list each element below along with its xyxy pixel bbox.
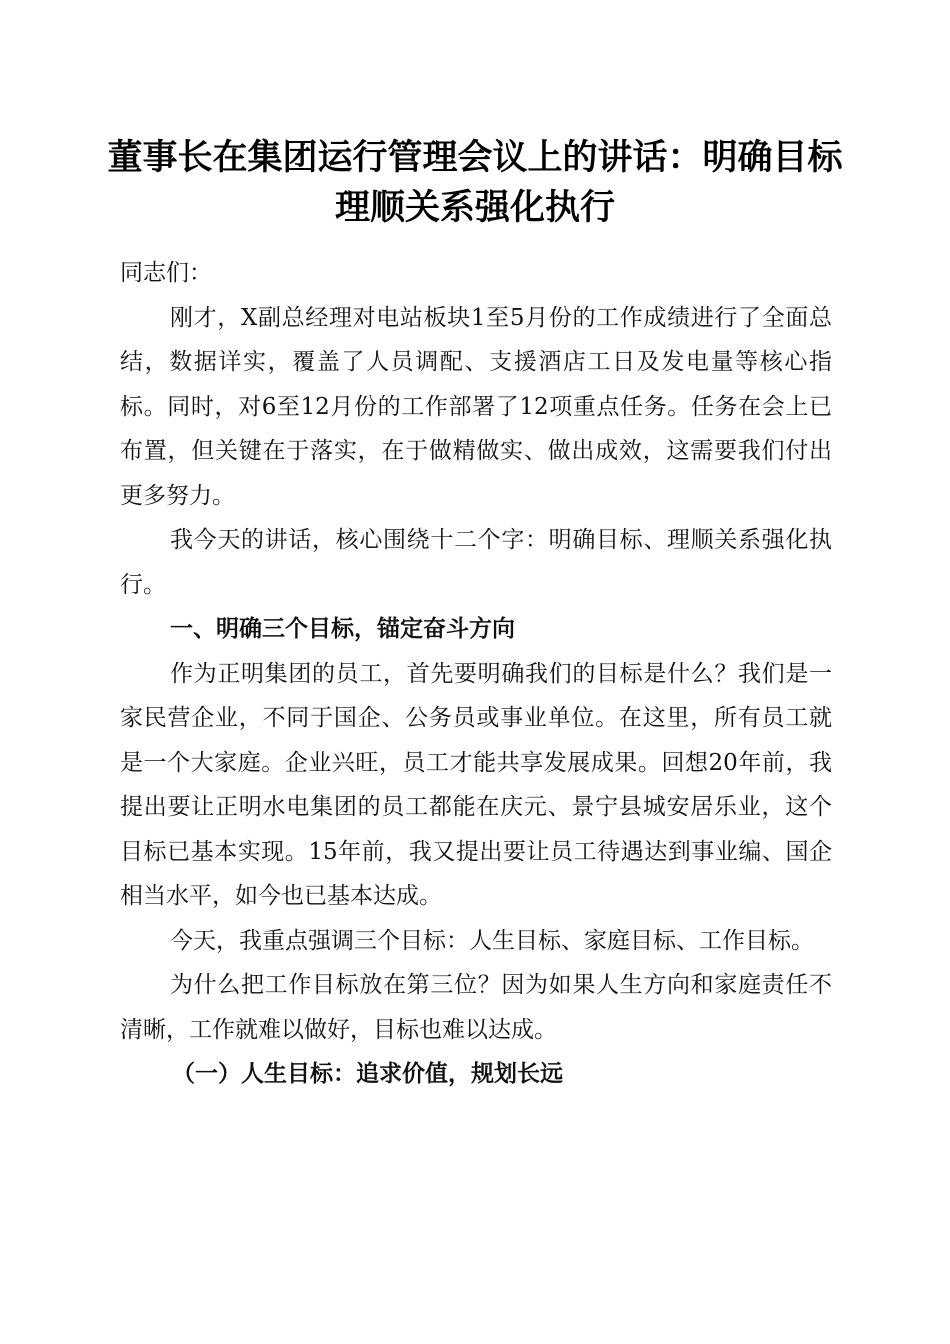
paragraph-three-goals: 今天，我重点强调三个目标：人生目标、家庭目标、工作目标。 (170, 927, 814, 954)
subsection-heading-1: （一）人生目标：追求价值，规划长远 (172, 1060, 563, 1087)
document-body (120, 251, 832, 1097)
paragraph-goal-order: 为什么把工作目标放在第三位？因为如果人生方向和家庭责任不清晰，工作就难以做好，目标也难以达成。 (120, 972, 832, 1043)
salutation: 同志们： (120, 260, 212, 286)
document-title: 董事长在集团运行管理会议上的讲话：明确目标理顺关系强化执行 (107, 137, 843, 228)
paragraph-core-theme: 我今天的讲话，核心围绕十二个字：明确目标、理顺关系强化执行。 (120, 527, 832, 598)
paragraph-company-goals: 作为正明集团的员工，首先要明确我们的目标是什么？我们是一家民营企业，不同于国企、公务员或事业单位。在这里，所有员工就是一个大家庭。企业兴旺，员工才能共享发展成果。回想20年前，我提出要让正明水电集团的员工都能在庆元、景宁县城安居乐业，这个目标已基本实现。15年前，我又提出要让员工待遇达到事业编、国企相当水平，如今也已基本达成。 (120, 660, 832, 909)
paragraph-summary: 刚才，X副总经理对电站板块1至5月份的工作成绩进行了全面总结，数据详实，覆盖了人员调配、支援酒店工日及发电量等核心指标。同时，对6至12月份的工作部署了12项重点任务。任务在会上已布置，但关键在于落实，在于做精做实、做出成效，这需要我们付出更多努力。 (120, 304, 832, 509)
section-heading-1: 一、明确三个目标，锚定奋斗方向 (170, 616, 515, 642)
